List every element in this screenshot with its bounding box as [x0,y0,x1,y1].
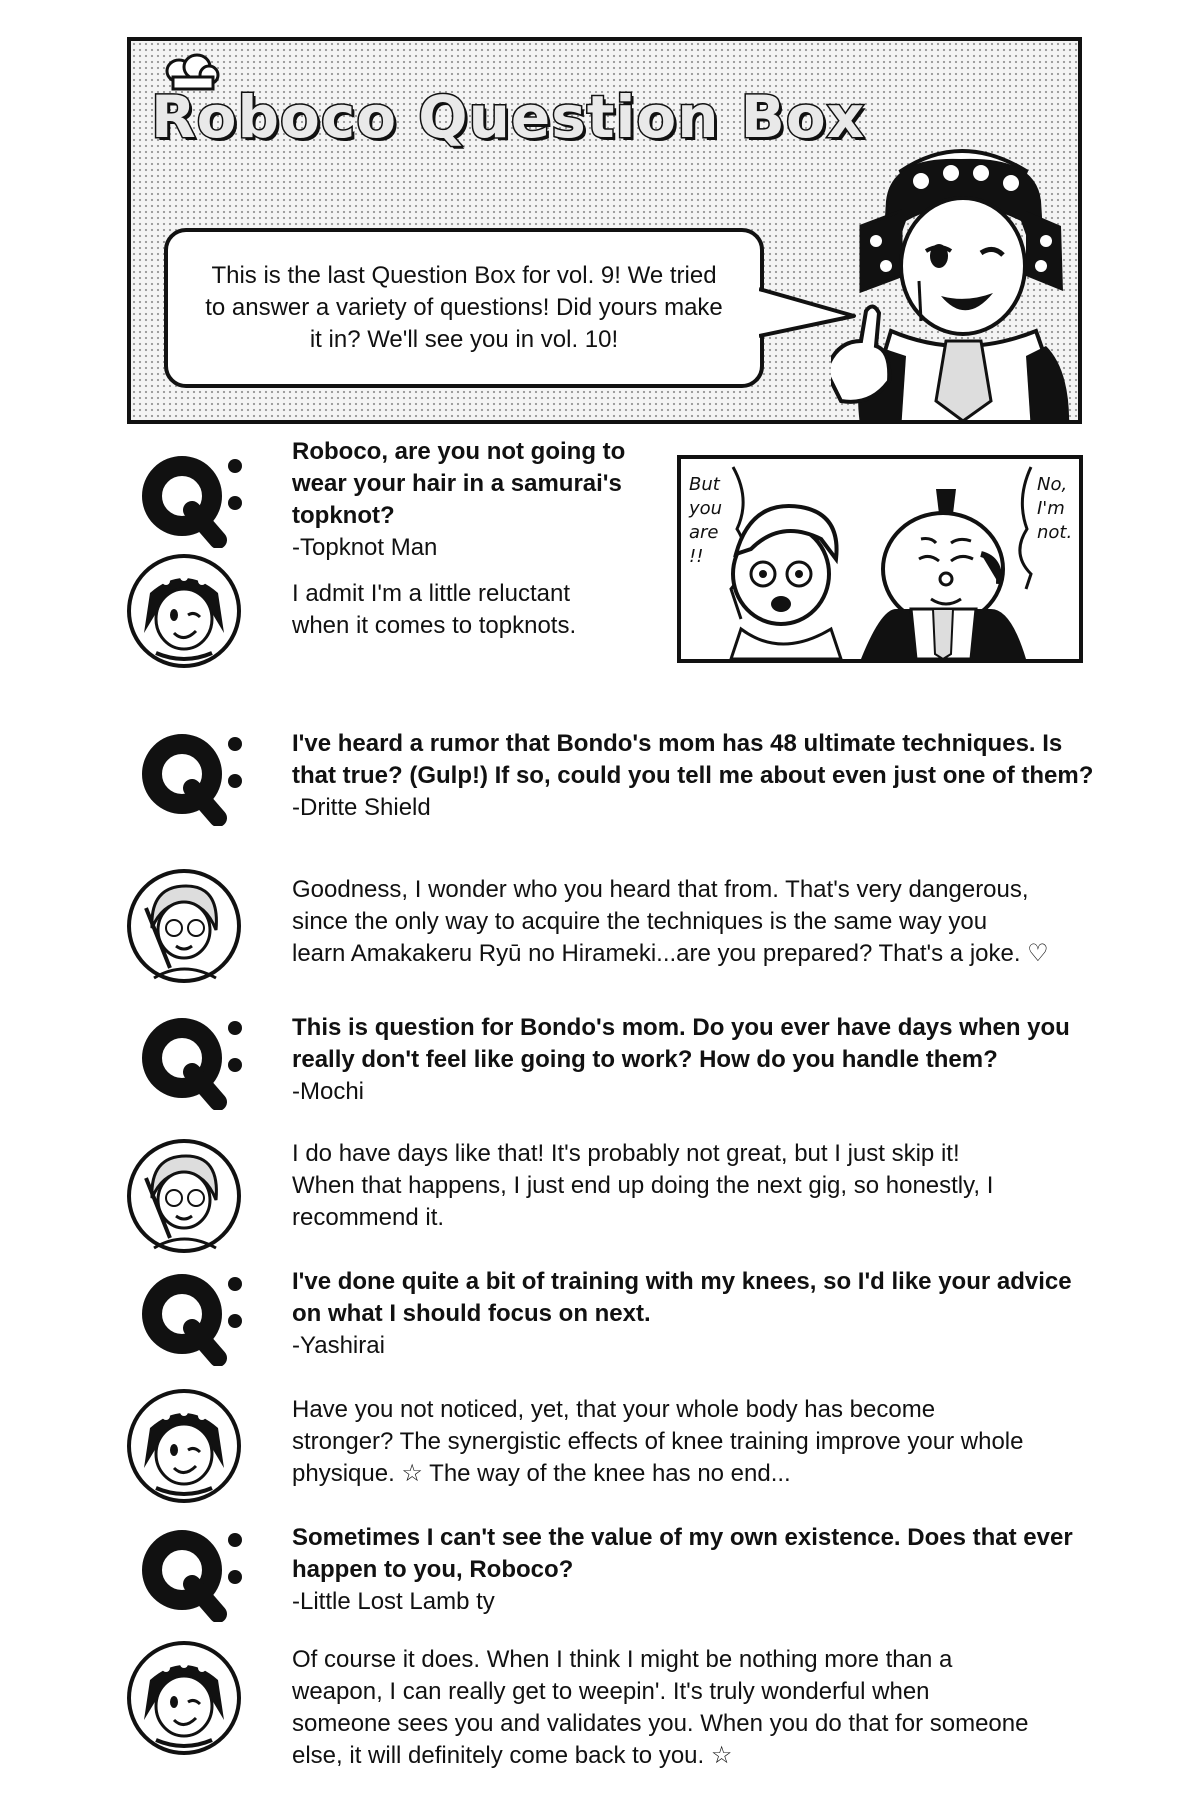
question-author: -Dritte Shield [292,794,431,821]
question-author: -Yashirai [292,1332,385,1359]
roboco-illustration [831,131,1082,424]
answer-text: Goodness, I wonder who you heard that from. That's very dangerous, since the only way to acquire the techniques is the same way you learn Amakakeru Ryū no Hirameki...are you prepared? That's a joke. ♡ [292,876,1049,967]
question-author: -Topknot Man [292,534,438,561]
question-text: Sometimes I can't see the value of my own existence. Does that ever happen to you, Roboco? [292,1524,1073,1583]
roboco-avatar [126,1640,242,1756]
header-panel [127,37,1082,424]
answer-text: Of course it does. When I think I might be nothing more than a weapon, I can really get to weepin'. It's truly wonderful when someone sees you and validates you. When you do that for someone else, it will definitely come back to you. ☆ [292,1646,1029,1769]
question-mark-icon [140,1266,250,1366]
bondos-mom-avatar [126,868,242,984]
question-mark-icon [140,1522,250,1622]
roboco-avatar [126,1388,242,1504]
intro-text: This is the last Question Box for vol. 9! We tried to answer a variety of questions! Did yours make it in? We'll see you in vol. 10! [205,262,723,353]
question-text: I've heard a rumor that Bondo's mom has 48 ultimate techniques. Is that true? (Gulp!) If so, could you tell me about even just one of them? [292,730,1094,789]
question-author: -Little Lost Lamb ty [292,1588,495,1615]
question-text: This is question for Bondo's mom. Do you ever have days when you really don't feel like going to work? How do you handle them? [292,1014,1070,1073]
bondos-mom-avatar [126,1138,242,1254]
roboco-avatar [126,553,242,669]
question-mark-icon [140,726,250,826]
intro-speech-bubble [164,228,764,388]
comic-panel [677,455,1083,663]
question-mark-icon [140,448,250,548]
question-text: Roboco, are you not going to wear your hair in a samurai's topknot? [292,438,626,529]
answer-text: I do have days like that! It's probably not great, but I just skip it! When that happens, I just end up doing the next gig, so honestly, I recommend it. [292,1140,994,1231]
answer-text: Have you not noticed, yet, that your whole body has become stronger? The synergistic effects of knee training improve your whole physique. ☆ The way of the knee has no end... [292,1396,1024,1487]
question-mark-icon [140,1010,250,1110]
question-text: I've done quite a bit of training with my knees, so I'd like your advice on what I should focus on next. [292,1268,1072,1327]
page-title: Roboco Question Box [151,83,866,151]
answer-text: I admit I'm a little reluctant when it comes to topknots. [292,580,577,639]
comic-left-bubble-text: But you are !! [689,474,723,567]
question-author: -Mochi [292,1078,365,1105]
comic-drawing [681,459,1079,659]
comic-right-bubble-text: No, I'm not. [1037,474,1073,543]
